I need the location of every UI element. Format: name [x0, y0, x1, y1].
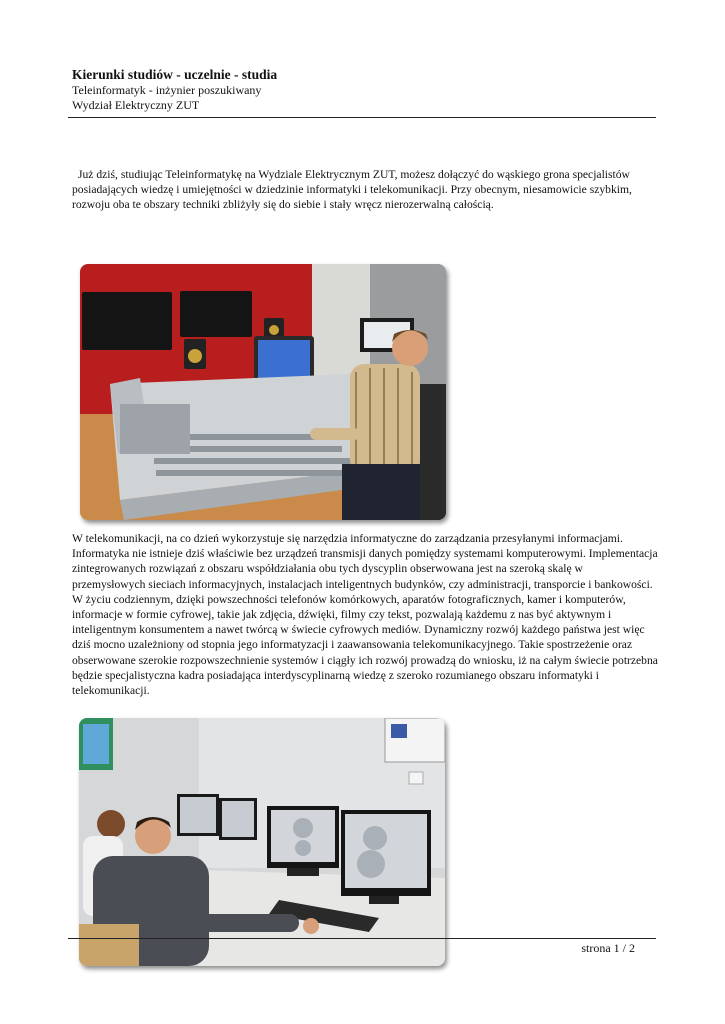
- page-number: strona 1 / 2: [581, 941, 635, 955]
- header-divider: [68, 117, 656, 118]
- body-paragraph: W telekomunikacji, na co dzień wykorzystuje się narzędzia informatyczne do zarządzania przesyłanymi informacjami. Informatyka nie istnieje dziś właściwie bez urządzeń transmisji danych pomiędzy systemami komputerowymi. Implementacja zintegrowanych rozwiązań z obszaru współdziałania obu tych dyscyplin obserwowana jest na szeroką skalę w przemysłowych sieciach informacyjnych, instalacjach inteligentnych budynków, czy administracji, transporcie i bankowości. W życiu codziennym, dzięki powszechności telefonów komórkowych, aparatów fotograficznych, kamer i komputerów, informacje w formie cyfrowej, takie jak zdjęcia, dźwięki, filmy czy tekst, pozwalają każdemu z nas być aktywnym i inteligentnym konsumentem a nawet twórcą w świecie cyfrowych mediów. Dynamiczny rozwój każdego państwa jest więc dziś mocno uzależniony od stopnia jego informatyzacji i zaawansowania telekomunikacyjnego. Takie spostrzeżenie oraz obserwowane szerokie rozpowszechnienie systemów i ciągły ich rozwój prowadzą do wniosku, iż na całym świecie potrzebna będzie specjalistyczna kadra posiadająca interdyscyplinarną wiedzę z szeroko rozumianego obszaru informatyki i telekomunikacji.: [72, 532, 658, 698]
- header-subtitle: Teleinformatyk - inżynier poszukiwany: [72, 83, 262, 97]
- footer-divider: [68, 938, 656, 939]
- header-faculty: Wydział Elektryczny ZUT: [72, 98, 200, 112]
- computer-lab-photo: [79, 718, 445, 966]
- intro-paragraph: Już dziś, studiując Teleinformatykę na Wydziale Elektrycznym ZUT, możesz dołączyć do wąskiego grona specjalistów posiadających wiedzę i umiejętności w dziedzinie informatyki i telekomunikacji. Przy obecnym, niesamowicie szybkim, rozwoju oba te obszary techniki zbliżyły się do siebie i stały wręcz nierozerwalną całością.: [72, 168, 632, 212]
- studio-console-photo: [80, 264, 446, 520]
- page-header: [72, 66, 656, 113]
- header-title: Kierunki studiów - uczelnie - studia: [72, 67, 278, 82]
